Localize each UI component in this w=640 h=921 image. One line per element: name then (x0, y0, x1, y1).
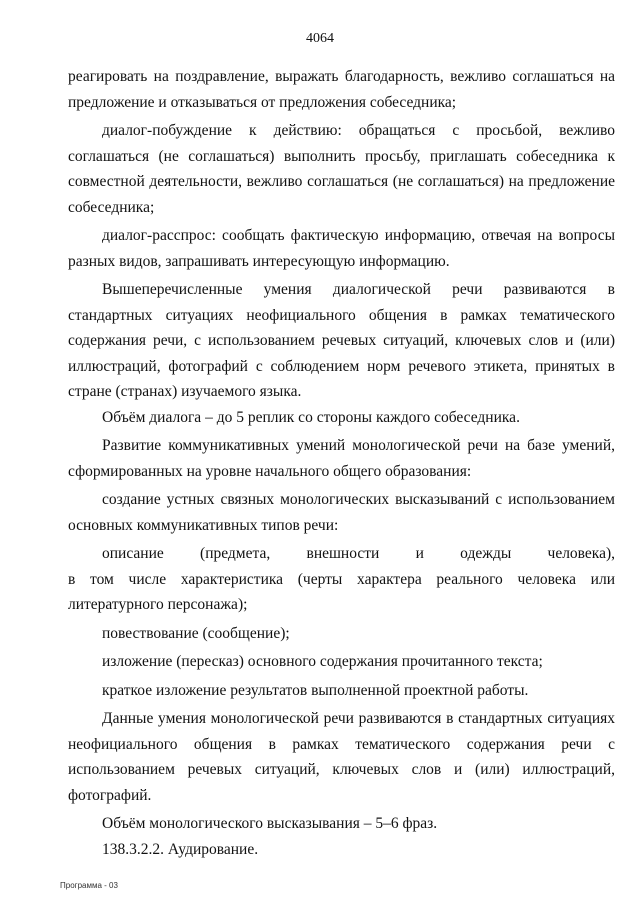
paragraph-monologue-volume: Объём монологического высказывания – 5–6 фраз. (102, 815, 438, 832)
list-item-description: описание (предмета, внешности и одежды человека), (102, 545, 615, 562)
paragraph-characteristic: в том числе характеристика (черты характера реального человека или литературного персонажа); (68, 570, 615, 613)
paragraph-dialog-skills-situations: Вышеперечисленные умения диалогической речи развиваются в стандартных ситуациях неофициального общения в рамках тематического содержания речи, с использованием речевых ситуаций, ключевых слов и (или) иллюстраций, фотографий с соблюдением норм речевого этикета, принятых в стране (странах) изучаемого языка. (68, 281, 615, 400)
paragraph-monologue-situations: Данные умения монологической речи развиваются в стандартных ситуациях неофициального общения в рамках тематического содержания речи с использованием речевых ситуаций, ключевых слов и (или) иллюстраций, фотографий. (68, 710, 615, 804)
section-heading-listening: 138.3.2.2. Аудирование. (102, 840, 259, 858)
document-body (68, 64, 615, 862)
paragraph-monologue-development: Развитие коммуникативных умений монологической речи на базе умений, сформированных на уровне начального общего образования: (68, 437, 615, 480)
paragraph-dialog-motivation: диалог-побуждение к действию: обращаться с просьбой, вежливо соглашаться (не соглашаться) выполнить просьбу, приглашать собеседника к совместной деятельности, вежливо соглашаться (не соглашаться) на предложение собеседника; (68, 122, 615, 216)
paragraph-dialog-inquiry: диалог-расспрос: сообщать фактическую информацию, отвечая на вопросы разных видов, запрашивать интересующую информацию. (68, 227, 615, 270)
list-item-narration: повествование (сообщение); (102, 624, 290, 642)
page-number: 4064 (306, 31, 334, 46)
paragraph-dialog-etiquette-continued: реагировать на поздравление, выражать благодарность, вежливо соглашаться на предложение и отказываться от предложения собеседника; (68, 68, 615, 111)
footer-label: Программа - 03 (60, 881, 118, 890)
list-item-project-summary: краткое изложение результатов выполненной проектной работы. (102, 681, 529, 699)
list-item-retelling: изложение (пересказ) основного содержания прочитанного текста; (102, 653, 543, 670)
paragraph-monologue-creation: создание устных связных монологических высказываний с использованием основных коммуникативных типов речи: (68, 491, 615, 534)
paragraph-dialog-volume: Объём диалога – до 5 реплик со стороны каждого собеседника. (102, 408, 520, 426)
